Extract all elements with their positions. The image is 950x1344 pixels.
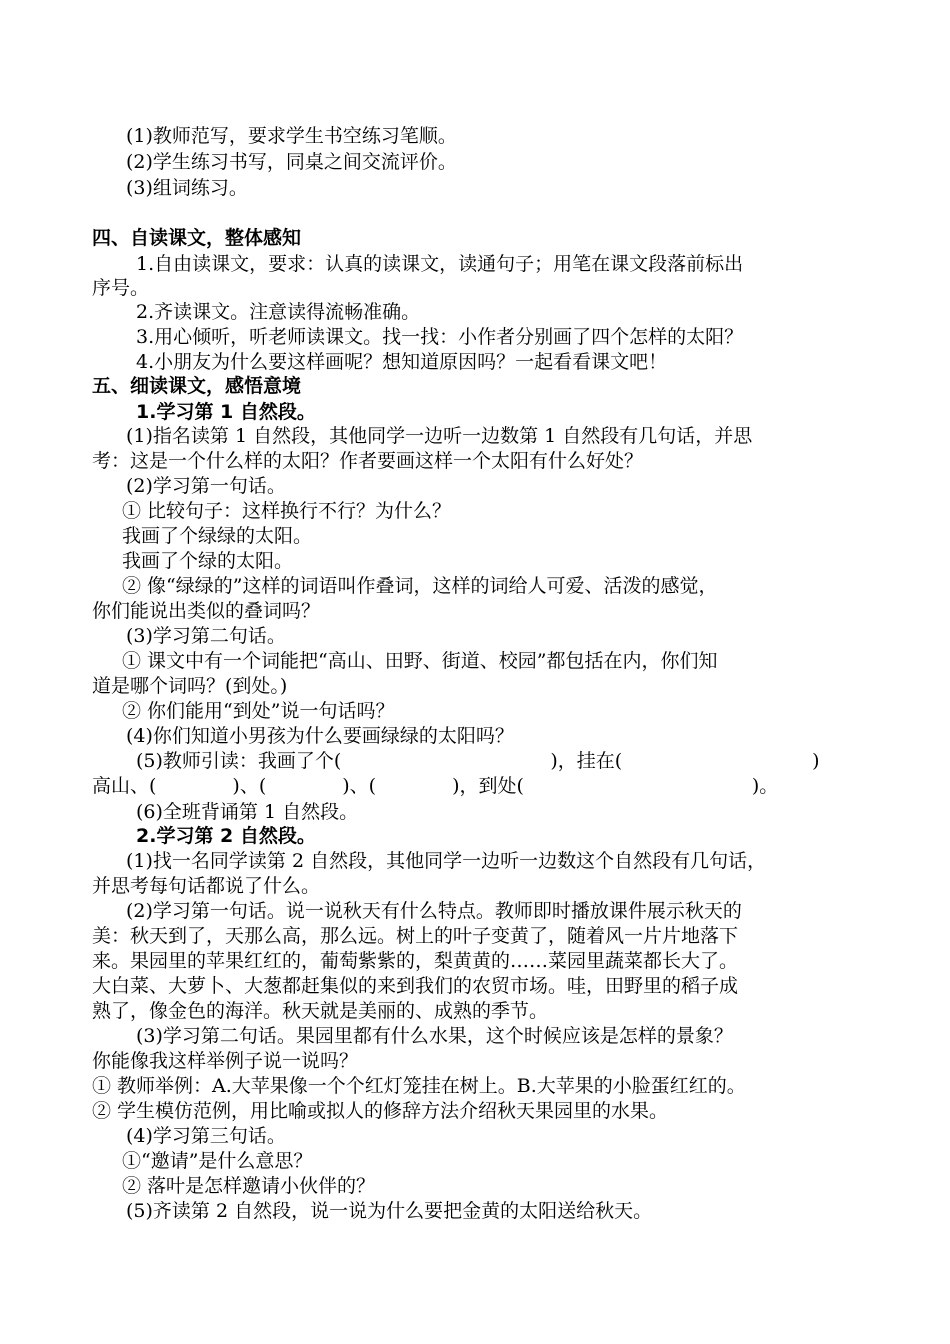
paragraph-line: 4.小朋友为什么要这样画呢？想知道原因吗？一起看看课文吧！	[136, 351, 668, 373]
paragraph-line: 3.用心倾听，听老师读课文。找一找：小作者分别画了四个怎样的太阳？	[136, 326, 744, 348]
paragraph-line: 我画了个绿的太阳。	[122, 550, 294, 572]
paragraph-line: (4)学习第三句话。	[126, 1125, 286, 1147]
paragraph-line: 美：秋天到了，天那么高，那么远。树上的叶子变黄了，随着风一片片地落下	[92, 925, 739, 947]
paragraph-line: ① 教师举例：A.大苹果像一个个红灯笼挂在树上。B.大苹果的小脸蛋红红的。	[92, 1075, 746, 1097]
paragraph-line: 来。果园里的苹果红红的，葡萄紫紫的，梨黄黄的……菜园里蔬菜都长大了。	[92, 950, 739, 972]
subsection-heading: 1.学习第 1 自然段。	[136, 401, 316, 423]
paragraph-line: (6)全班背诵第 1 自然段。	[136, 801, 359, 823]
paragraph-line: 并思考每句话都说了什么。	[92, 875, 321, 897]
paragraph-line: (3)学习第二句话。	[126, 625, 286, 647]
paragraph-line: (2)学习第一句话。	[126, 475, 286, 497]
paragraph-line: (3)组词练习。	[126, 177, 248, 199]
paragraph-line: 熟了，像金色的海洋。秋天就是美丽的、成熟的季节。	[92, 1000, 549, 1022]
paragraph-line: 1.自由读课文，要求：认真的读课文，读通句子；用笔在课文段落前标出	[136, 253, 744, 275]
section-heading: 四、自读课文，整体感知	[92, 227, 302, 249]
paragraph-line: 2.齐读课文。注意读得流畅准确。	[136, 301, 421, 323]
paragraph-line: (5)教师引读：我画了个( )，挂在( )	[136, 750, 820, 772]
paragraph-line: (1)教师范写，要求学生书空练习笔顺。	[126, 125, 457, 147]
paragraph-line: ① 比较句子：这样换行不行？为什么？	[122, 500, 452, 522]
paragraph-line: 高山、( )、( )、( )，到处( )。	[92, 775, 779, 797]
paragraph-line: ② 学生模仿范例，用比喻或拟人的修辞方法介绍秋天果园里的水果。	[92, 1100, 669, 1122]
paragraph-line: 道是哪个词吗？(到处。)	[92, 675, 288, 697]
paragraph-line: ② 像“绿绿的”这样的词语叫作叠词，这样的词给人可爱、活泼的感觉，	[122, 575, 718, 597]
paragraph-line: 我画了个绿绿的太阳。	[122, 525, 313, 547]
paragraph-line: ① 课文中有一个词能把“高山、田野、街道、校园”都包括在内，你们知	[122, 650, 718, 672]
paragraph-line: (2)学习第一句话。说一说秋天有什么特点。教师即时播放课件展示秋天的	[126, 900, 742, 922]
paragraph-line: (3)学习第二句话。果园里都有什么水果，这个时候应该是怎样的景象？	[136, 1025, 733, 1047]
paragraph-line: ② 你们能用“到处”说一句话吗？	[122, 700, 395, 722]
paragraph-line: ①“邀请”是什么意思？	[122, 1150, 313, 1172]
paragraph-line: 考：这是一个什么样的太阳？作者要画这样一个太阳有什么好处？	[92, 450, 644, 472]
paragraph-line: (1)找一名同学读第 2 自然段，其他同学一边听一边数这个自然段有几句话，	[126, 850, 767, 872]
paragraph-line: (2)学生练习书写，同桌之间交流评价。	[126, 151, 457, 173]
paragraph-line: ② 落叶是怎样邀请小伙伴的？	[122, 1175, 376, 1197]
paragraph-line: 你能像我这样举例子说一说吗？	[92, 1050, 359, 1072]
paragraph-line: (1)指名读第 1 自然段，其他同学一边听一边数第 1 自然段有几句话，并思	[126, 425, 753, 447]
paragraph-line: (4)你们知道小男孩为什么要画绿绿的太阳吗？	[126, 725, 514, 747]
paragraph-line: (5)齐读第 2 自然段，说一说为什么要把金黄的太阳送给秋天。	[126, 1200, 653, 1222]
paragraph-line: 你们能说出类似的叠词吗？	[92, 600, 321, 622]
paragraph-line: 大白菜、大萝卜、大葱都赶集似的来到我们的农贸市场。哇，田野里的稻子成	[92, 975, 739, 997]
subsection-heading: 2.学习第 2 自然段。	[136, 825, 316, 847]
paragraph-line: 序号。	[92, 277, 150, 299]
section-heading: 五、细读课文，感悟意境	[92, 375, 302, 397]
